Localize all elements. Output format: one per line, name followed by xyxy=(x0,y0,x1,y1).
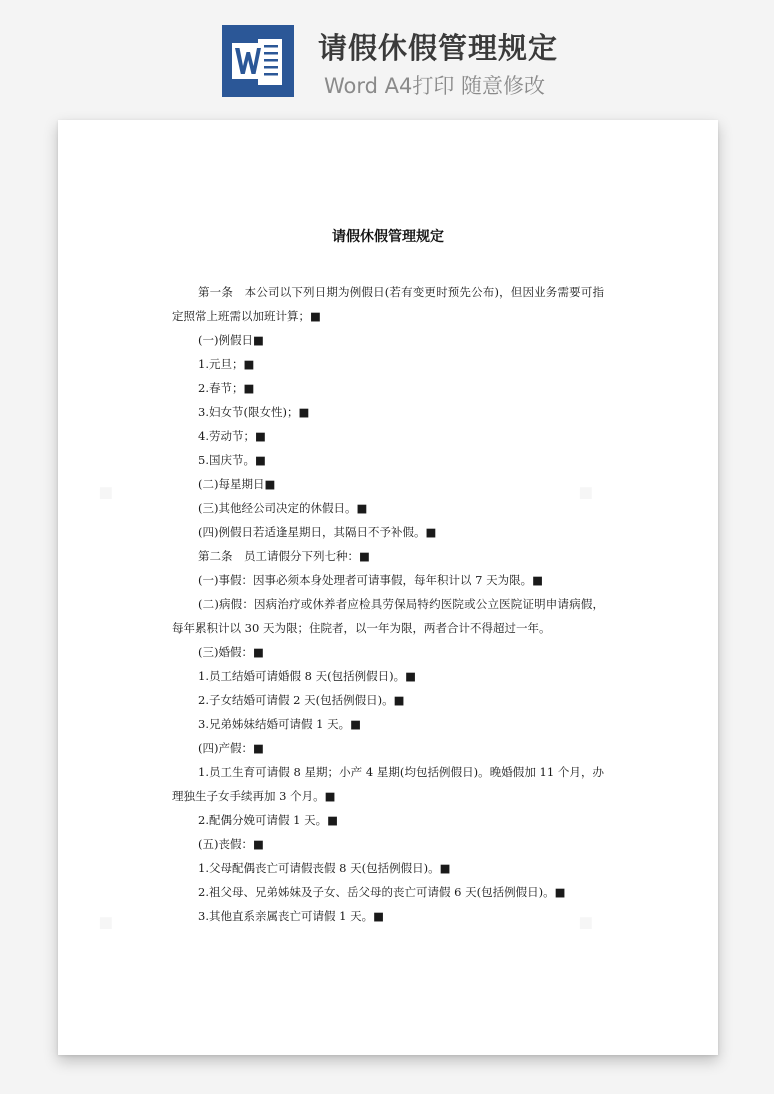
paragraph: 1.员工结婚可请婚假 8 天(包括例假日)。■ xyxy=(198,669,416,683)
paragraph: 5.国庆节。■ xyxy=(198,453,266,467)
paragraph: (四)产假：■ xyxy=(198,741,264,755)
word-icon xyxy=(222,25,294,97)
paragraph: 2.配偶分娩可请假 1 天。■ xyxy=(198,813,338,827)
paragraph: 第一条 本公司以下列日期为例假日(若有变更时预先公布)，但因业务需要可指定照常上班需以加班计算；■ xyxy=(172,285,604,323)
header-banner xyxy=(0,0,774,115)
paragraph: 1.父母配偶丧亡可请假丧假 8 天(包括例假日)。■ xyxy=(198,861,451,875)
paragraph: (一)事假：因事必须本身处理者可请事假，每年积计以 7 天为限。■ xyxy=(198,573,543,587)
paragraph: 1.员工生育可请假 8 星期；小产 4 星期(均包括例假日)。晚婚假加 11 个月，办理独生子女手续再加 3 个月。■ xyxy=(172,765,604,803)
paragraph: 2.春节；■ xyxy=(198,381,255,395)
paragraph: (四)例假日若适逢星期日，其隔日不予补假。■ xyxy=(198,525,437,539)
header-subtitle: Word A4打印 随意修改 xyxy=(324,74,546,98)
paragraph: 2.祖父母、兄弟姊妹及子女、岳父母的丧亡可请假 6 天(包括例假日)。■ xyxy=(198,885,566,899)
paragraph: (二)每星期日■ xyxy=(198,477,276,491)
paragraph: 3.妇女节(限女性)；■ xyxy=(198,405,310,419)
watermark xyxy=(92,908,122,938)
paragraph: (二)病假：因病治疗或休养者应检具劳保局特约医院或公立医院证明申请病假，每年累积计以 30 天为限；住院者，以一年为限，两者合计不得超过一年。 xyxy=(172,597,604,635)
paragraph: 3.兄弟姊妹结婚可请假 1 天。■ xyxy=(198,717,361,731)
watermark xyxy=(92,478,122,508)
document-title: 请假休假管理规定 xyxy=(332,229,444,245)
document-page xyxy=(58,120,718,1055)
paragraph: (一)例假日■ xyxy=(198,333,264,347)
paragraph: 4.劳动节；■ xyxy=(198,429,266,443)
paragraph: (三)其他经公司决定的休假日。■ xyxy=(198,501,368,515)
header-title: 请假休假管理规定 xyxy=(318,31,559,65)
paragraph: 第二条 员工请假分下列七种：■ xyxy=(198,549,370,563)
document-body xyxy=(172,280,604,928)
paragraph: 3.其他直系亲属丧亡可请假 1 天。■ xyxy=(198,909,384,923)
paragraph: (五)丧假：■ xyxy=(198,837,264,851)
paragraph: 1.元旦；■ xyxy=(198,357,255,371)
paragraph: (三)婚假：■ xyxy=(198,645,264,659)
paragraph: 2.子女结婚可请假 2 天(包括例假日)。■ xyxy=(198,693,405,707)
